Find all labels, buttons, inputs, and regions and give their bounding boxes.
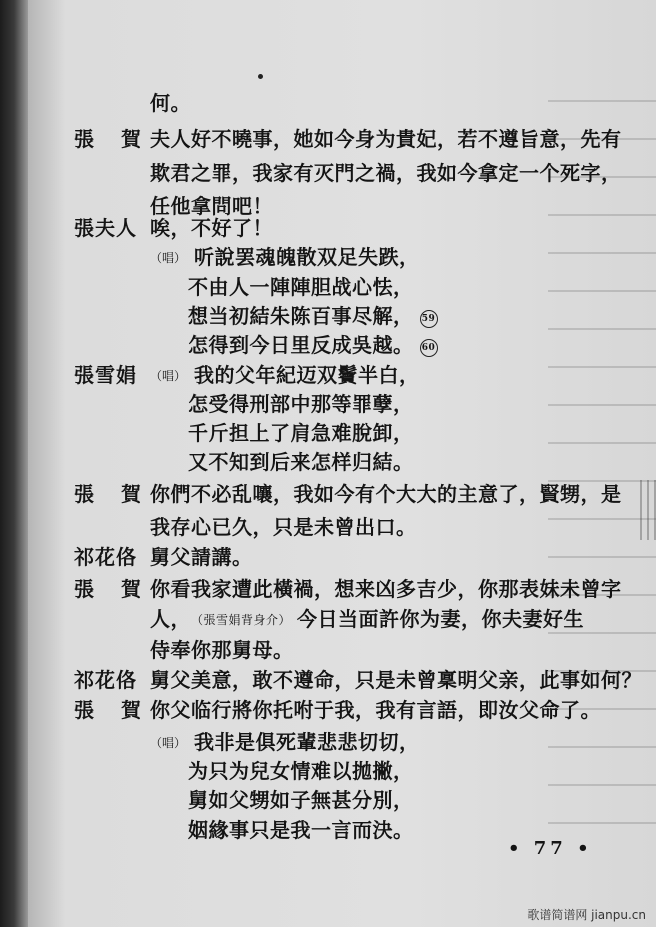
- dialogue-text: [150, 510, 417, 544]
- footnote-circle: 60: [420, 339, 438, 357]
- speaker-name: 張雪娟: [74, 363, 137, 387]
- dialogue-text: [150, 477, 622, 511]
- line-text: 怎得到今日里反成吳越。: [188, 333, 414, 357]
- line-text: 我非是俱死輩悲悲切切，: [194, 730, 420, 754]
- sing-marker: （唱）: [150, 369, 187, 383]
- line-text: 欺君之罪，我家有灭門之禍，我如今拿定一个死字，: [150, 161, 622, 185]
- script-line: [0, 693, 656, 727]
- dialogue-text: [188, 445, 414, 479]
- script-line: [0, 602, 656, 636]
- line-text: 我的父年紀迈双鬢半白，: [194, 363, 420, 387]
- page-dot: [258, 74, 263, 79]
- speaker-name: 張夫人: [74, 216, 137, 240]
- speaker-name: 張 賀: [74, 577, 151, 601]
- line-text-continued: 今日当面許你为妻，你夫妻好生: [297, 607, 585, 631]
- line-text: 舅父請講。: [150, 545, 253, 569]
- speaker-name: 祁花佫: [74, 545, 137, 569]
- dialogue-text: [150, 633, 294, 667]
- dialogue-text: [188, 783, 414, 817]
- script-line: [0, 445, 656, 479]
- line-text: 你看我家遭此橫禍，想来凶多吉少，你那表妹未曾字: [150, 577, 622, 601]
- script-line: [0, 783, 656, 817]
- line-text: 姻緣事只是我一言而決。: [188, 818, 414, 842]
- line-text: 何。: [150, 91, 191, 115]
- speaker-name: 張 賀: [74, 698, 151, 722]
- line-text: 唉，不好了！: [150, 216, 273, 240]
- dialogue-text: [188, 328, 438, 362]
- script-line: [0, 540, 656, 574]
- line-text: 夫人好不曉事，她如今身为貴妃，若不遵旨意，先有: [150, 127, 622, 151]
- speaker-name: 張 賀: [74, 127, 151, 151]
- dialogue-text: [150, 663, 642, 697]
- sing-marker: （唱）: [150, 251, 187, 265]
- line-text: 又不知到后来怎样归結。: [188, 450, 414, 474]
- line-text: 千斤担上了肩急难脫卸，: [188, 421, 414, 445]
- script-line: [0, 510, 656, 544]
- script-line: [0, 328, 656, 362]
- line-text: 不由人一陣陣胆战心怯，: [188, 275, 414, 299]
- script-line: [0, 572, 656, 606]
- watermark: 歌谱简谱网 jianpu.cn: [527, 908, 646, 922]
- speaker-name: 祁花佫: [74, 668, 137, 692]
- footnote-circle: 59: [420, 310, 438, 328]
- script-line: [0, 633, 656, 667]
- line-text: 为只为兒女情难以拋撇，: [188, 759, 414, 783]
- dialogue-text: [150, 122, 622, 156]
- dialogue-text: [150, 540, 253, 574]
- dialogue-text: [150, 693, 601, 727]
- dialogue-text: [150, 86, 191, 120]
- dialogue-text: [150, 156, 622, 190]
- line-text: 任他拿問吧！: [150, 194, 273, 218]
- line-text: 舅父美意，敢不遵命，只是未曾稟明父亲，此事如何？: [150, 668, 642, 692]
- line-text: 人，: [150, 607, 191, 631]
- script-line: [0, 122, 656, 156]
- line-text: 想当初結朱陈百事尽解，: [188, 304, 414, 328]
- line-text: 侍奉你那舅母。: [150, 638, 294, 662]
- page-number: • 77 •: [508, 838, 593, 859]
- script-line: [0, 477, 656, 511]
- script-line: [0, 663, 656, 697]
- stage-direction: （張雪娟背身介）: [197, 613, 292, 627]
- line-text: 我存心已久，只是未曾出口。: [150, 515, 417, 539]
- line-text: 听說罢魂魄散双足失跌，: [194, 245, 420, 269]
- line-text: 你們不必乱嚷，我如今有个大大的主意了，賢甥，是: [150, 482, 622, 506]
- dialogue-text: [150, 602, 584, 637]
- speaker-name: 張 賀: [74, 482, 151, 506]
- script-line: [0, 240, 656, 274]
- script-line: [0, 156, 656, 190]
- line-text: 怎受得刑部中那等罪孽，: [188, 392, 414, 416]
- dialogue-text: [188, 813, 414, 847]
- line-text: 舅如父甥如子無甚分別，: [188, 788, 414, 812]
- sing-marker: （唱）: [150, 736, 187, 750]
- line-text: 你父临行將你托咐于我，我有言語，即汝父命了。: [150, 698, 601, 722]
- dialogue-text: [150, 572, 622, 606]
- script-line: [0, 86, 656, 120]
